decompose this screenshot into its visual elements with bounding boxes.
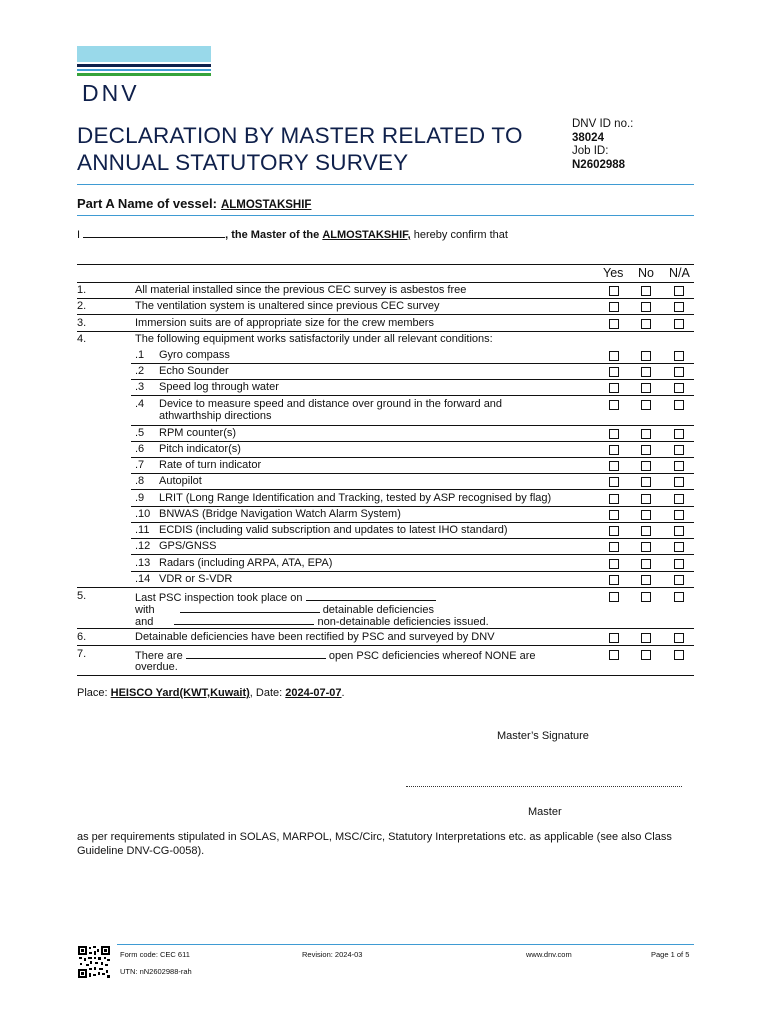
checkbox-na[interactable] — [674, 575, 684, 585]
row-divider — [131, 425, 694, 426]
part-a-heading: Part A Name of vessel: ALMOSTAKSHIF — [77, 196, 312, 211]
row-divider — [77, 331, 694, 332]
checkbox-no[interactable] — [641, 592, 651, 602]
row-divider — [131, 457, 694, 458]
checkbox-yes[interactable] — [609, 559, 619, 569]
logo-text: DNV — [82, 80, 140, 106]
logo-stripe-green — [77, 73, 211, 76]
checkbox-na[interactable] — [674, 383, 684, 393]
logo-stripe-navy — [77, 64, 211, 67]
checkbox-no[interactable] — [641, 650, 651, 660]
part-a-rule — [77, 215, 694, 216]
signature-label: Master’s Signature — [497, 730, 589, 742]
row-divider — [131, 379, 694, 380]
checkbox-no[interactable] — [641, 526, 651, 536]
psc-date-field[interactable] — [306, 590, 436, 601]
row-divider — [131, 473, 694, 474]
page-number: Page 1 of 5 — [651, 950, 690, 959]
checkbox-yes[interactable] — [609, 477, 619, 487]
revision: Revision: 2024-03 — [302, 950, 363, 959]
logo-stripe-blue — [77, 69, 211, 71]
checkbox-no[interactable] — [641, 319, 651, 329]
row-divider — [77, 298, 694, 299]
checkbox-na[interactable] — [674, 445, 684, 455]
checkbox-no[interactable] — [641, 302, 651, 312]
checkbox-no[interactable] — [641, 429, 651, 439]
checkbox-no[interactable] — [641, 494, 651, 504]
checkbox-yes[interactable] — [609, 633, 619, 643]
page-title: DECLARATION BY MASTER RELATED TO ANNUAL STATUTORY SURVEY — [77, 123, 523, 175]
checkbox-no[interactable] — [641, 383, 651, 393]
checkbox-no[interactable] — [641, 286, 651, 296]
checkbox-yes[interactable] — [609, 302, 619, 312]
place-date-line: Place: HEISCO Yard(KWT,Kuwait), Date: 2024-07-07. — [77, 687, 345, 699]
row-divider — [131, 506, 694, 507]
header-rule — [77, 184, 694, 185]
checkbox-yes[interactable] — [609, 494, 619, 504]
checkbox-na[interactable] — [674, 559, 684, 569]
checkbox-yes[interactable] — [609, 319, 619, 329]
row-divider — [77, 314, 694, 315]
open-deficiencies-field[interactable] — [186, 648, 326, 659]
checkbox-yes[interactable] — [609, 286, 619, 296]
checkbox-no[interactable] — [641, 400, 651, 410]
table-header-rule — [77, 282, 694, 283]
footer-rule — [117, 944, 694, 945]
checkbox-yes[interactable] — [609, 429, 619, 439]
checkbox-no[interactable] — [641, 559, 651, 569]
logo-stripe-light — [77, 46, 211, 62]
row-divider — [77, 587, 694, 588]
checkbox-yes[interactable] — [609, 650, 619, 660]
row-divider — [131, 571, 694, 572]
checkbox-yes[interactable] — [609, 383, 619, 393]
row-divider — [77, 645, 694, 646]
signature-line[interactable] — [406, 786, 682, 787]
row-divider — [131, 441, 694, 442]
row-divider — [131, 538, 694, 539]
checkbox-yes[interactable] — [609, 400, 619, 410]
id-block: DNV ID no.: 38024 Job ID: N2602988 — [572, 118, 634, 171]
checkbox-na[interactable] — [674, 461, 684, 471]
checkbox-no[interactable] — [641, 542, 651, 552]
checkbox-yes[interactable] — [609, 526, 619, 536]
row-divider — [131, 489, 694, 490]
qr-code-icon — [77, 945, 111, 979]
job-id-value: N2602988 — [572, 158, 626, 171]
checkbox-yes[interactable] — [609, 542, 619, 552]
checkbox-yes[interactable] — [609, 461, 619, 471]
row-divider — [77, 628, 694, 629]
checkbox-na[interactable] — [674, 367, 684, 377]
checkbox-no[interactable] — [641, 477, 651, 487]
row-divider — [131, 554, 694, 555]
form-code: Form code: CEC 611 — [120, 950, 190, 959]
row-divider — [131, 395, 694, 396]
checkbox-yes[interactable] — [609, 445, 619, 455]
checkbox-yes[interactable] — [609, 510, 619, 520]
checkbox-na[interactable] — [674, 592, 684, 602]
website-link[interactable]: www.dnv.com — [526, 950, 572, 959]
requirements-note: as per requirements stipulated in SOLAS, MARPOL, MSC/Circ, Statutory Interpretations etc. as applicable (see also Class Guideline DNV-CG-0058). — [77, 831, 672, 857]
checkbox-na[interactable] — [674, 286, 684, 296]
non-detainable-count-field[interactable] — [174, 614, 314, 625]
checkbox-yes[interactable] — [609, 575, 619, 585]
vessel-name: ALMOSTAKSHIF — [220, 199, 312, 211]
dnv-id-value: 38024 — [572, 131, 604, 144]
checkbox-no[interactable] — [641, 351, 651, 361]
col-no: No — [638, 266, 654, 280]
master-label: Master — [528, 806, 562, 818]
table-bottom-rule — [77, 675, 694, 676]
checkbox-no[interactable] — [641, 445, 651, 455]
checkbox-na[interactable] — [674, 302, 684, 312]
checkbox-no[interactable] — [641, 633, 651, 643]
checkbox-na[interactable] — [674, 494, 684, 504]
checkbox-na[interactable] — [674, 542, 684, 552]
checkbox-yes[interactable] — [609, 351, 619, 361]
checkbox-no[interactable] — [641, 575, 651, 585]
table-top-rule — [77, 264, 694, 265]
checkbox-na[interactable] — [674, 650, 684, 660]
checkbox-no[interactable] — [641, 461, 651, 471]
row-divider — [131, 522, 694, 523]
checkbox-no[interactable] — [641, 367, 651, 377]
checkbox-yes[interactable] — [609, 367, 619, 377]
checkbox-na[interactable] — [674, 633, 684, 643]
checkbox-na[interactable] — [674, 477, 684, 487]
confirm-vessel: ALMOSTAKSHIF, — [322, 229, 411, 241]
checkbox-na[interactable] — [674, 319, 684, 329]
col-na: N/A — [669, 266, 690, 280]
master-name-field[interactable] — [83, 227, 225, 238]
checkbox-na[interactable] — [674, 351, 684, 361]
checkbox-na[interactable] — [674, 510, 684, 520]
checkbox-na[interactable] — [674, 429, 684, 439]
checkbox-no[interactable] — [641, 510, 651, 520]
row-divider — [131, 363, 694, 364]
detainable-count-field[interactable] — [180, 602, 320, 613]
utn: UTN: nN2602988-rah — [120, 967, 192, 976]
place-value: HEISCO Yard(KWT,Kuwait) — [110, 687, 250, 699]
confirmation-line: I , the Master of the ALMOSTAKSHIF, hereby confirm that — [77, 229, 508, 241]
date-value: 2024-07-07 — [285, 687, 342, 699]
checkbox-na[interactable] — [674, 526, 684, 536]
checkbox-yes[interactable] — [609, 592, 619, 602]
col-yes: Yes — [603, 266, 624, 280]
checkbox-na[interactable] — [674, 400, 684, 410]
